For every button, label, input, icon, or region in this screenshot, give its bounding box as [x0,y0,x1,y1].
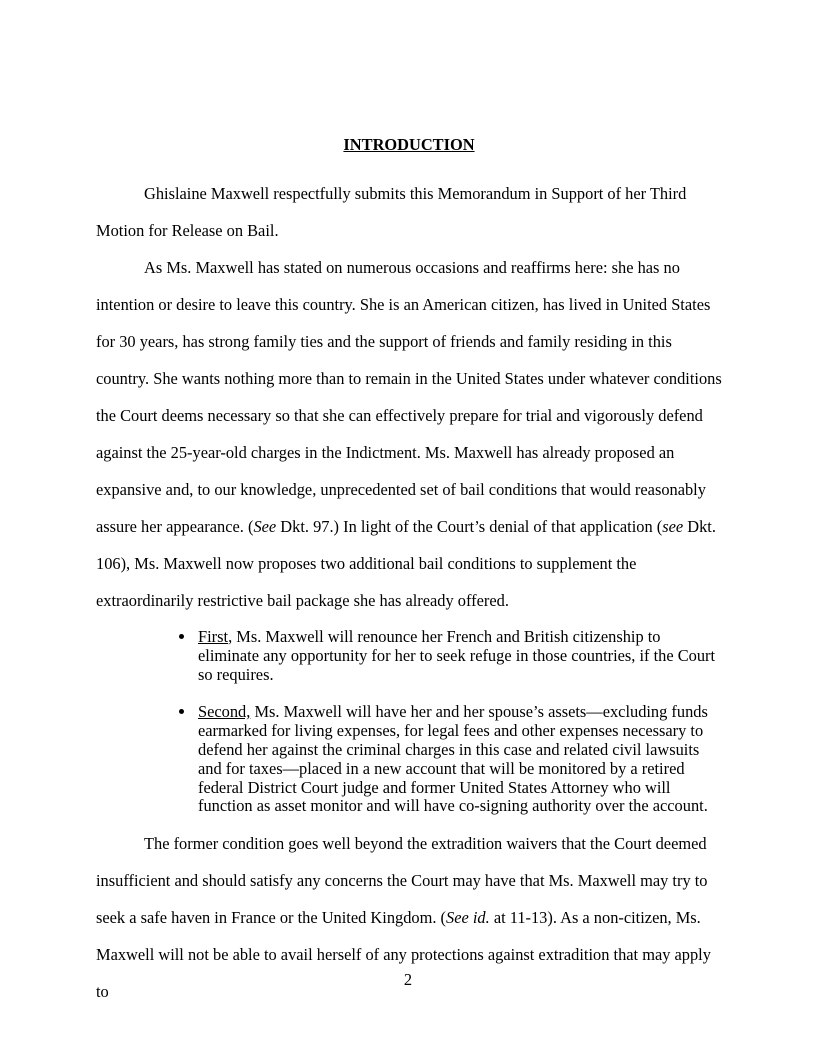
paragraph-intro-2: As Ms. Maxwell has stated on numerous occasions and reaffirms here: she has no intention or desire to leave this country. She is an American citizen, has lived in United States for 30 years, has strong family ties and the support of friends and family residing in this country. She wants nothing more than to remain in the United States under whatever conditions the Court deems necessary so that she can effectively prepare for trial and vigorously defend against the 25-year-old charges in the Indictment. Ms. Maxwell has already proposed an expansive and, to our knowledge, unprecedented set of bail conditions that would reasonably assure her appearance. (See Dkt. 97.) In light of the Court’s denial of that application (see Dkt. 106), Ms. Maxwell now proposes two additional bail conditions to supplement the extraordinarily restrictive bail package she has already offered. [96,258,722,610]
page-number: 2 [403,970,413,989]
bullet-list [96,628,722,816]
bullet-item-second-condition: • Second, Ms. Maxwell will have her and her spouse’s assets—excluding funds earmarked for living expenses, for legal fees and other expenses necessary to defend her against the criminal charges in this case and related civil lawsuits and for taxes—placed in a new account that will be monitored by a retired federal District Court judge and former United States Attorney who will function as asset monitor and will have co-signing authority over the account. [196,703,722,816]
paragraph-intro-1: Ghislaine Maxwell respectfully submits this Memorandum in Support of her Third Motion for Release on Bail. [96,184,687,240]
bullet-item-first-condition: • First, Ms. Maxwell will renounce her French and British citizenship to eliminate any opportunity for her to seek refuge in those countries, if the Court so requires. [196,628,722,684]
section-heading-text: INTRODUCTION [343,135,475,154]
section-heading [96,126,722,163]
paragraph-intro-3: The former condition goes well beyond the extradition waivers that the Court deemed insufficient and should satisfy any concerns the Court may have that Ms. Maxwell may try to seek a safe haven in France or the United Kingdom. (See id. at 11-13). As a non-citizen, Ms. Maxwell will not be able to avail herself of any protections against extradition that may apply to [96,834,711,1002]
document-content [96,126,722,1010]
